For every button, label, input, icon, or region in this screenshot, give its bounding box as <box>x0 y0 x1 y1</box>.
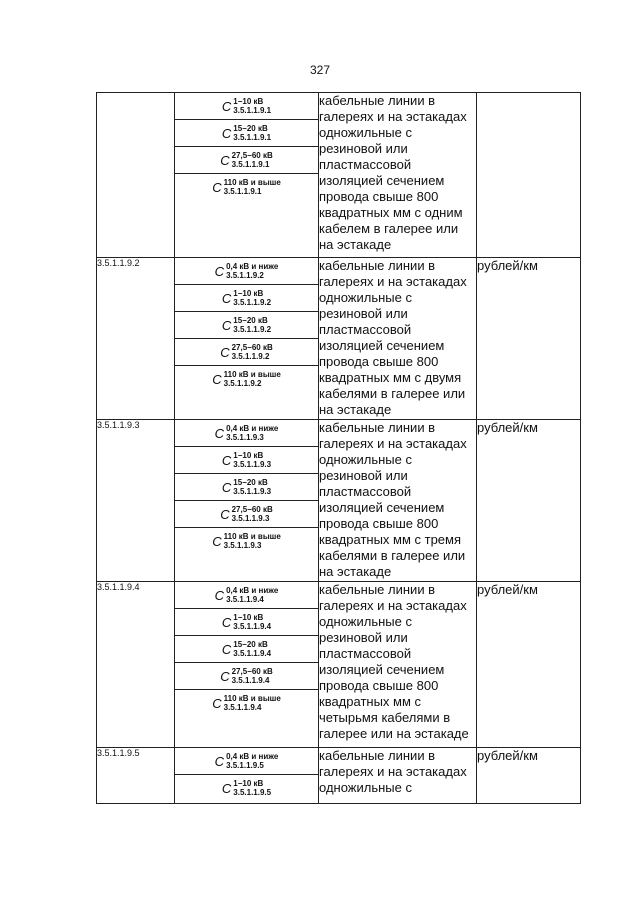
code-subscript: 3.5.1.1.9.3 <box>223 541 262 550</box>
formula-cell <box>175 446 318 473</box>
formula-symbol: C <box>212 533 222 549</box>
formula-symbol: C <box>212 695 222 711</box>
code-subscript: 3.5.1.1.9.4 <box>231 676 270 685</box>
formula-cell <box>175 119 318 146</box>
formula-cell <box>175 527 318 556</box>
row-description: кабельные линии в галереях и на эстакадах одножильные с резиновой или пластмассовой изоляцией сечением провода свыше 800 квадратных мм с двумя кабелями в галерее или на эстакаде <box>319 258 477 420</box>
formula-cell <box>175 93 318 119</box>
voltage-superscript: 1−10 кВ <box>233 613 264 622</box>
code-subscript: 3.5.1.1.9.5 <box>233 788 272 797</box>
voltage-superscript: 15−20 кВ <box>233 124 268 133</box>
formula-list <box>175 420 319 582</box>
code-subscript: 3.5.1.1.9.2 <box>226 271 264 280</box>
row-code: 3.5.1.1.9.2 <box>97 258 175 420</box>
row-unit: рублей/км <box>477 258 581 420</box>
formula-cell <box>175 146 318 173</box>
row-description: кабельные линии в галереях и на эстакадах одножильные с резиновой или пластмассовой изоляцией сечением провода свыше 800 квадратных мм с четырьмя кабелями в галерее или на эстакаде <box>319 582 477 748</box>
formula-symbol: C <box>221 780 232 796</box>
code-subscript: 3.5.1.1.9.3 <box>233 487 272 496</box>
formula-cell <box>175 748 318 774</box>
formula-list <box>175 258 319 420</box>
voltage-superscript: 0,4 кВ и ниже <box>226 586 279 595</box>
row-unit: рублей/км <box>477 582 581 748</box>
formula-cell <box>175 635 318 662</box>
row-unit <box>477 93 581 258</box>
voltage-superscript: 1−10 кВ <box>233 451 264 460</box>
formula-symbol: C <box>221 641 232 657</box>
formula-cell <box>175 311 318 338</box>
code-subscript: 3.5.1.1.9.1 <box>233 106 272 115</box>
row-code: 3.5.1.1.9.5 <box>97 748 175 804</box>
code-subscript: 3.5.1.1.9.3 <box>226 433 264 442</box>
row-code: 3.5.1.1.9.4 <box>97 582 175 748</box>
tariff-table <box>96 92 581 804</box>
voltage-superscript: 0,4 кВ и ниже <box>226 424 279 433</box>
voltage-superscript: 1−10 кВ <box>233 779 264 788</box>
formula-symbol: C <box>220 506 230 522</box>
formula-cell <box>175 284 318 311</box>
voltage-superscript: 27,5−60 кВ <box>231 343 273 352</box>
formula-cell <box>175 420 318 446</box>
row-description: кабельные линии в галереях и на эстакадах одножильные с <box>319 748 477 804</box>
voltage-superscript: 1−10 кВ <box>233 97 264 106</box>
formula-symbol: C <box>220 152 230 168</box>
code-subscript: 3.5.1.1.9.4 <box>233 649 272 658</box>
formula-list <box>175 93 319 258</box>
formula-cell <box>175 662 318 689</box>
voltage-superscript: 15−20 кВ <box>233 640 268 649</box>
formula-symbol: C <box>221 290 232 306</box>
row-description: кабельные линии в галереях и на эстакадах одножильные с резиновой или пластмассовой изоляцией сечением провода свыше 800 квадратных мм с тремя кабелями в галерее или на эстакаде <box>319 420 477 582</box>
table-row <box>97 420 581 582</box>
formula-symbol: C <box>214 753 225 769</box>
voltage-superscript: 15−20 кВ <box>233 478 268 487</box>
formula-symbol: C <box>221 125 232 141</box>
voltage-superscript: 0,4 кВ и ниже <box>226 262 279 271</box>
formula-symbol: C <box>220 668 230 684</box>
voltage-superscript: 110 кВ и выше <box>223 694 281 703</box>
formula-cell <box>175 689 318 718</box>
formula-symbol: C <box>221 452 232 468</box>
formula-symbol: C <box>214 263 225 279</box>
voltage-superscript: 15−20 кВ <box>233 316 268 325</box>
voltage-superscript: 0,4 кВ и ниже <box>226 752 279 761</box>
voltage-superscript: 110 кВ и выше <box>223 532 281 541</box>
formula-symbol: C <box>214 587 225 603</box>
table-row <box>97 258 581 420</box>
formula-symbol: C <box>221 98 232 114</box>
formula-symbol: C <box>212 179 222 195</box>
formula-symbol: C <box>221 317 232 333</box>
code-subscript: 3.5.1.1.9.2 <box>231 352 270 361</box>
formula-symbol: C <box>221 479 232 495</box>
formula-symbol: C <box>212 371 222 387</box>
page-number: 327 <box>309 63 331 77</box>
code-subscript: 3.5.1.1.9.3 <box>231 514 270 523</box>
formula-cell <box>175 500 318 527</box>
code-subscript: 3.5.1.1.9.3 <box>233 460 272 469</box>
table-row <box>97 93 581 258</box>
code-subscript: 3.5.1.1.9.4 <box>223 703 262 712</box>
formula-cell <box>175 473 318 500</box>
formula-cell <box>175 173 318 202</box>
formula-cell <box>175 338 318 365</box>
formula-list <box>175 582 319 748</box>
table-row <box>97 582 581 748</box>
code-subscript: 3.5.1.1.9.2 <box>233 298 272 307</box>
code-subscript: 3.5.1.1.9.4 <box>226 595 264 604</box>
formula-symbol: C <box>214 425 225 441</box>
table-row <box>97 748 581 804</box>
voltage-superscript: 27,5−60 кВ <box>231 667 273 676</box>
voltage-superscript: 110 кВ и выше <box>223 178 281 187</box>
voltage-superscript: 110 кВ и выше <box>223 370 281 379</box>
formula-symbol: C <box>221 614 232 630</box>
voltage-superscript: 27,5−60 кВ <box>231 151 273 160</box>
formula-symbol: C <box>220 344 230 360</box>
formula-cell <box>175 608 318 635</box>
row-unit: рублей/км <box>477 420 581 582</box>
code-subscript: 3.5.1.1.9.4 <box>233 622 272 631</box>
code-subscript: 3.5.1.1.9.2 <box>233 325 272 334</box>
formula-cell <box>175 258 318 284</box>
formula-cell <box>175 365 318 394</box>
voltage-superscript: 27,5−60 кВ <box>231 505 273 514</box>
row-code: 3.5.1.1.9.3 <box>97 420 175 582</box>
row-description: кабельные линии в галереях и на эстакадах одножильные с резиновой или пластмассовой изоляцией сечением провода свыше 800 квадратных мм с одним кабелем в галерее или на эстакаде <box>319 93 477 258</box>
row-code <box>97 93 175 258</box>
code-subscript: 3.5.1.1.9.5 <box>226 761 264 770</box>
code-subscript: 3.5.1.1.9.1 <box>233 133 272 142</box>
code-subscript: 3.5.1.1.9.1 <box>231 160 270 169</box>
code-subscript: 3.5.1.1.9.2 <box>223 379 262 388</box>
code-subscript: 3.5.1.1.9.1 <box>223 187 262 196</box>
formula-list <box>175 748 319 804</box>
formula-cell <box>175 774 318 801</box>
formula-cell <box>175 582 318 608</box>
row-unit: рублей/км <box>477 748 581 804</box>
voltage-superscript: 1−10 кВ <box>233 289 264 298</box>
